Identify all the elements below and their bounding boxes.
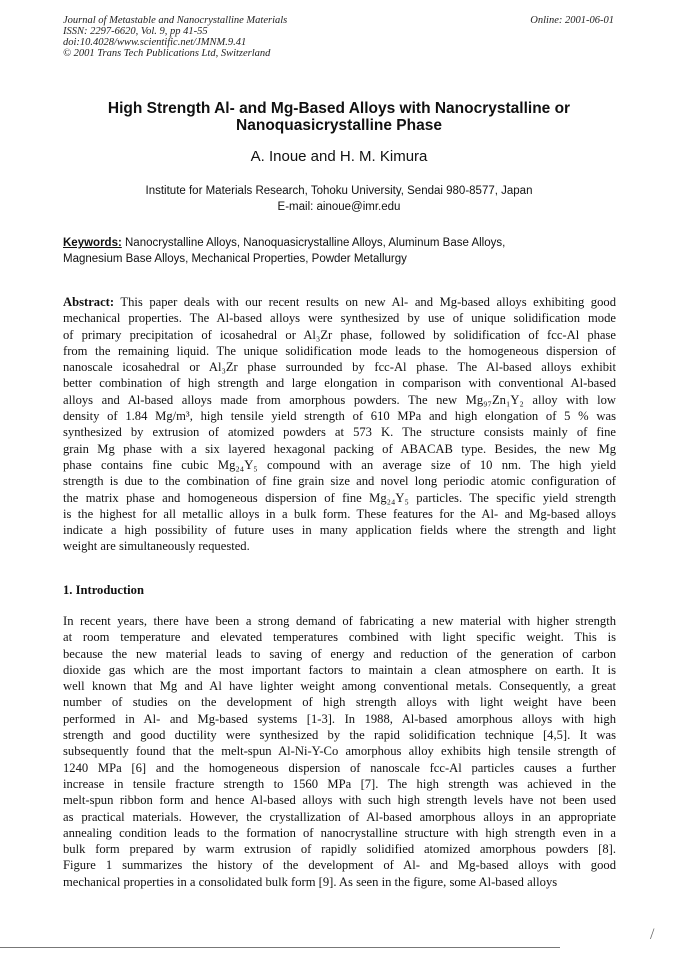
abstract-line xyxy=(63,424,616,440)
email[interactable]: E-mail: ainoue@imr.edu xyxy=(277,201,401,213)
intro-text: mechanical properties in a consolidated bulk form [9]. As seen in the figure, some Al-based alloys xyxy=(63,874,558,889)
intro-line xyxy=(63,694,616,710)
intro-text: bulk form prepared by warm extrusion of rapidly solidified atomized amorphous powders [8]. xyxy=(63,842,616,857)
intro-line xyxy=(63,809,616,825)
abstract-line xyxy=(63,522,616,538)
abstract-paragraph xyxy=(63,294,616,555)
abstract-line xyxy=(63,490,616,506)
scan-mark: / xyxy=(650,926,655,943)
keywords-line-1: Nanocrystalline Alloys, Nanoquasicrystalline Alloys, Aluminum Base Alloys, xyxy=(125,237,506,249)
abstract-text: is the highest for all metallic alloys in a bulk form. These features for the Al- and Mg-based alloys xyxy=(63,506,616,521)
copyright-line: © 2001 Trans Tech Publications Ltd, Switzerland xyxy=(63,48,271,59)
intro-text: 1240 MPa [6] and the homogeneous dispersion of nanoscale fcc-Al particles causes a further xyxy=(63,760,616,775)
intro-line xyxy=(63,857,616,873)
doi-link[interactable]: doi:10.4028/www.scientific.net/JMNM.9.41 xyxy=(63,37,247,48)
abstract-text: nanoscale icosahedral or Al₃Zr phase surrounded by fcc-Al phase. The Al-based alloys exhibit xyxy=(63,360,616,375)
intro-line xyxy=(63,874,616,890)
paper-title xyxy=(0,100,678,134)
intro-text: annealing condition leads to the formation of nanocrystalline structure with high strength even in a xyxy=(63,825,616,840)
intro-text: as practical materials. However, the crystallization of Al-based amorphous alloys in an appropriate xyxy=(63,809,616,824)
abstract-line xyxy=(63,392,616,408)
affiliation-block xyxy=(0,183,678,215)
intro-line xyxy=(63,629,616,645)
abstract-text: synthesized by extrusion of atomized powders at 573 K. The structure consists mainly of fine xyxy=(63,425,616,440)
abstract-line xyxy=(63,538,616,554)
intro-text: at room temperature and elevated temperatures combined with light specific weight. This is xyxy=(63,630,616,645)
keywords-label: Keywords: xyxy=(63,237,122,249)
abstract-text: alloys and Al-based alloys made from amorphous powders. The new Mg₉₇Zn₁Y₂ alloy with low xyxy=(63,392,616,407)
abstract-label: Abstract: xyxy=(63,295,115,309)
intro-line xyxy=(63,792,616,808)
intro-text: well known that Mg and Al have lighter weight among conventional metals. Consequently, a great xyxy=(63,679,616,694)
abstract-line xyxy=(63,310,616,326)
intro-text: Figure 1 summarizes the history of the development of Al- and Mg-based alloys with good xyxy=(63,858,616,873)
intro-line xyxy=(63,727,616,743)
intro-text: performed in Al- and Mg-based systems [1-3]. In 1988, Al-based amorphous alloys with high xyxy=(63,711,616,726)
abstract-line xyxy=(63,506,616,522)
introduction-paragraph xyxy=(63,613,616,890)
abstract-text: indicate a high possibility of future uses in many application fields where the strength and light xyxy=(63,523,616,538)
abstract-line xyxy=(63,408,616,424)
abstract-text: strength is due to the combination of fine grain size and novel long periodic atomic configuration of xyxy=(63,474,616,489)
abstract-text: from the remaining liquid. The unique solidification mode leads to the homogeneous dispersion of xyxy=(63,343,616,358)
abstract-line xyxy=(63,343,616,359)
intro-text: strength and good ductility were synthesized by the rapid solidification technique [4,5]. It was xyxy=(63,728,616,743)
abstract-text: better combination of high strength and large elongation in comparison with conventional Al-based xyxy=(63,376,616,391)
issn-line: ISSN: 2297-6620, Vol. 9, pp 41-55 xyxy=(63,26,208,37)
intro-text: subsequently found that the melt-spun Al-Ni-Y-Co amorphous alloy exhibits high tensile strength of xyxy=(63,744,616,759)
abstract-line xyxy=(63,473,616,489)
affiliation: Institute for Materials Research, Tohoku University, Sendai 980-8577, Japan xyxy=(145,185,533,197)
section-heading-introduction: 1. Introduction xyxy=(63,583,144,597)
intro-text: dioxide gas which are the most important factors to maintain a clean atmosphere on earth. It is xyxy=(63,662,616,677)
intro-line xyxy=(63,825,616,841)
title-line-1: High Strength Al- and Mg-Based Alloys with Nanocrystalline or xyxy=(107,100,571,117)
journal-header xyxy=(63,15,287,59)
intro-text: In recent years, there have been a strong demand of fabricating a new material with higher strength xyxy=(63,614,616,628)
intro-line xyxy=(63,776,616,792)
abstract-text: weight are simultaneously requested. xyxy=(63,539,250,554)
authors: A. Inoue and H. M. Kimura xyxy=(250,148,428,165)
journal-name: Journal of Metastable and Nanocrystalline Materials xyxy=(63,15,288,26)
keywords-block xyxy=(63,235,623,267)
abstract-text: grain Mg phase with a six layered hexagonal packing of ABACAB type. Besides, the new Mg xyxy=(63,441,616,456)
intro-text: number of studies on the development of high strength alloys with light weight have been xyxy=(63,695,616,710)
title-line-2: Nanoquasicrystalline Phase xyxy=(236,117,442,134)
intro-line xyxy=(63,646,616,662)
abstract-line xyxy=(63,359,616,375)
intro-line xyxy=(63,613,616,629)
abstract-text: of primary precipitation of icosahedral or Al₃Zr phase, followed by solidification of fcc-Al phase xyxy=(63,327,616,342)
abstract-text: the matrix phase and homogeneous dispersion of fine Mg₂₄Y₅ particles. The specific yield strength xyxy=(63,490,616,505)
abstract-line xyxy=(63,441,616,457)
abstract-text: phase contains fine cubic Mg₂₄Y₅ compound with an average size of 10 nm. The high yield xyxy=(63,457,616,472)
intro-text: increase in tensile fracture strength to 1560 MPa [7]. The high strength was achieved in the xyxy=(63,776,616,791)
intro-line xyxy=(63,760,616,776)
online-date: Online: 2001-06-01 xyxy=(530,15,614,26)
abstract-line xyxy=(63,327,616,343)
intro-line xyxy=(63,841,616,857)
abstract-line xyxy=(63,457,616,473)
abstract-text: This paper deals with our recent results on new Al- and Mg-based alloys exhibiting good xyxy=(120,295,616,309)
abstract-text: mechanical properties. The Al-based alloys were synthesized by use of unique solidification mode xyxy=(63,311,616,326)
intro-text: because the new material leads to saving of energy and reduction of the generation of carbon xyxy=(63,646,616,661)
intro-line xyxy=(63,743,616,759)
keywords-line-2: Magnesium Base Alloys, Mechanical Properties, Powder Metallurgy xyxy=(63,253,407,265)
intro-line xyxy=(63,678,616,694)
abstract-text: density of 1.84 Mg/m³, high tensile yield strength of 610 MPa and high elongation of 5 % was xyxy=(63,409,616,424)
intro-text: melt-spun ribbon form and hence Al-based alloys with such high strength levels have not been used xyxy=(63,793,616,808)
footer-rule xyxy=(0,947,560,948)
abstract-line xyxy=(63,294,616,310)
intro-line xyxy=(63,711,616,727)
intro-line xyxy=(63,662,616,678)
abstract-line xyxy=(63,375,616,391)
